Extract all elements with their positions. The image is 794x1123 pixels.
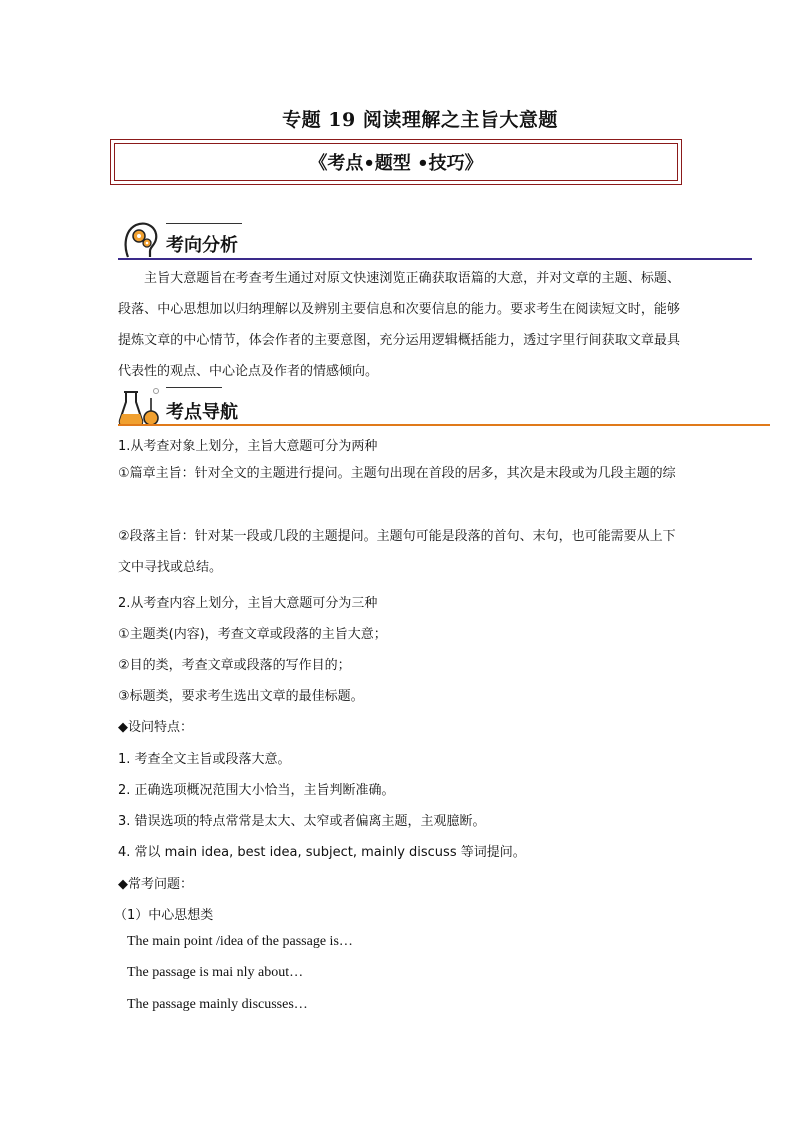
section-navigation-header: [118, 384, 770, 434]
nav-line-10: 2. 正确选项概况范围大小恰当，主旨判断准确。: [118, 783, 395, 798]
flask-icon: [118, 384, 162, 428]
section-navigation-heading: 考点导航: [166, 402, 238, 423]
nav-line-6: ②目的类，考查文章或段落的写作目的；: [118, 658, 351, 673]
analysis-paragraph: 主旨大意题旨在考查考生通过对原文快速浏览正确获取语篇的大意，并对文章的主题、标题、段落、中心思想加以归纳理解以及辨别主要信息和次要信息的能力。要求考生在阅读短文时，能够提炼文章的中心情节，体会作者的主要意图，充分运用逻辑概括能力，透过字里行间获取文章最具代表性的观点、中心论点及作者的情感倾向。: [118, 271, 680, 379]
nav-line-13: ◆常考问题：: [118, 877, 193, 892]
nav-line-11: 3. 错误选项的特点常常是太大、太窄或者偏离主题，主观臆断。: [118, 814, 486, 829]
nav-line-15: The main point /idea of the passage is…: [127, 934, 353, 949]
page-title: 专题 19 阅读理解之主旨大意题: [282, 109, 558, 131]
nav-line-4: 2.从考查内容上划分，主旨大意题可分为三种: [118, 596, 378, 611]
section-analysis-header: [118, 217, 752, 267]
section-navigation-rule: [118, 424, 770, 426]
nav-line-7: ③标题类，要求考生选出文章的最佳标题。: [118, 689, 364, 704]
nav-line-8: ◆设问特点：: [118, 720, 193, 735]
head-gears-icon: [118, 217, 162, 261]
nav-line-17: The passage mainly discusses…: [127, 997, 308, 1012]
section-analysis-rule: [118, 258, 752, 260]
section-analysis-heading: 考向分析: [166, 235, 238, 256]
nav-line-12: 4. 常以 main idea, best idea, subject, mainly discuss 等词提问。: [118, 845, 526, 860]
nav-line-2: ①篇章主旨：针对全文的主题进行提问。主题句出现在首段的居多，其次是末段或为几段主题的综: [118, 466, 676, 481]
subtitle-box: [110, 139, 682, 185]
nav-line-1: 1.从考查对象上划分，主旨大意题可分为两种: [118, 439, 378, 454]
nav-line-3: ②段落主旨：针对某一段或几段的主题提问。主题句可能是段落的首句、末句，也可能需要从上下文中寻找或总结。: [118, 529, 676, 575]
nav-line-14: （1）中心思想类: [114, 908, 214, 923]
nav-line-9: 1. 考查全文主旨或段落大意。: [118, 752, 291, 767]
nav-line-16: The passage is mai nly about…: [127, 965, 304, 980]
nav-line-5: ①主题类(内容)，考查文章或段落的主旨大意；: [118, 627, 387, 642]
subtitle-text: 《考点•题型 •技巧》: [114, 143, 678, 181]
